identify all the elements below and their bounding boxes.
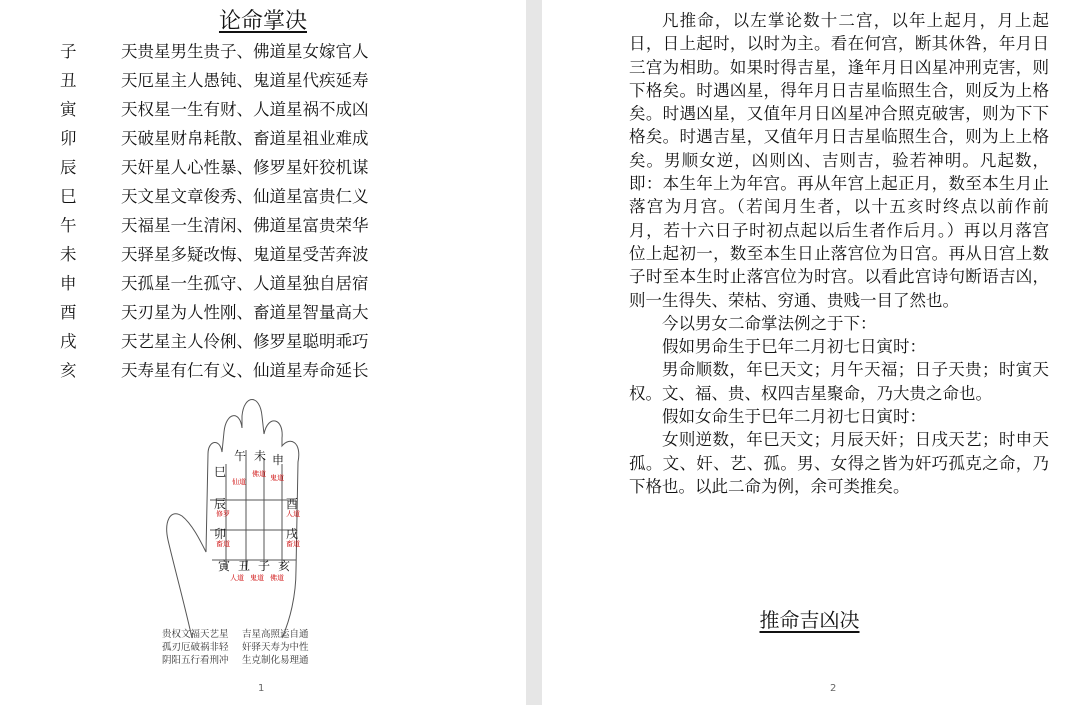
paragraph: 男命顺数，年巳天文；月午天福；日子天贵；时寅天权。文、福、贵、权四吉星聚命，乃大贵之命也。 — [629, 360, 1049, 403]
branch-label: 巳 — [60, 187, 77, 206]
star-description: 天寿星有仁有义、仙道星寿命延长 — [121, 361, 369, 380]
star-description: 天破星财帛耗散、畜道星祖业难成 — [121, 129, 369, 148]
list-item — [60, 240, 369, 269]
svg-text:畜道: 畜道 — [286, 540, 300, 548]
branch-label: 寅 — [60, 100, 77, 119]
palace-label: 丑 — [238, 559, 251, 573]
paragraph: 女则逆数，年巳天文；月辰天奸；日戌天艺；时申天孤。文、奸、艺、孤。男、女得之皆为奸巧孤克之命，乃下格也。以此二命为例，余可类推矣。 — [629, 430, 1049, 496]
svg-text:鬼道: 鬼道 — [270, 474, 284, 482]
star-description: 天贵星男生贵子、佛道星女嫁官人 — [121, 42, 369, 61]
branch-label: 申 — [60, 274, 77, 293]
svg-text:佛道: 佛道 — [252, 470, 266, 478]
page-1 — [0, 0, 526, 705]
star-description: 天刃星为人性刚、畜道星智量高大 — [121, 303, 369, 322]
star-description: 天奸星人心性暴、修罗星奸狡机谋 — [121, 158, 369, 177]
body-text — [629, 9, 1049, 498]
svg-text:人道: 人道 — [230, 574, 244, 582]
paragraph: 假如男命生于巳年二月初七日寅时： — [662, 337, 926, 357]
page-number: 2 — [830, 683, 837, 694]
branch-label: 未 — [60, 245, 77, 264]
palace-label: 巳 — [214, 465, 227, 479]
branch-label: 午 — [60, 216, 77, 235]
branch-label: 亥 — [60, 361, 77, 380]
branch-label: 卯 — [60, 129, 77, 148]
star-description: 天孤星一生孤守、人道星独自居宿 — [121, 274, 369, 293]
list-item — [60, 66, 369, 95]
paragraph: 今以男女二命掌法例之于下： — [662, 313, 877, 333]
page-2 — [542, 0, 1077, 705]
svg-text:畜道: 畜道 — [216, 540, 230, 548]
list-item — [60, 37, 369, 66]
list-item — [60, 153, 369, 182]
palace-label: 卯 — [214, 527, 227, 541]
branch-label: 丑 — [60, 71, 77, 90]
caption-left: 贵权文福天艺星 孤刃厄破祸非轻 阴阳五行看刑冲 — [162, 629, 229, 666]
list-item — [60, 211, 369, 240]
star-description: 天厄星主人愚钝、鬼道星代疾延寿 — [121, 71, 369, 90]
list-item — [60, 182, 369, 211]
list-item — [60, 298, 369, 327]
palace-label: 酉 — [286, 497, 299, 511]
star-description: 天文星文章俊秀、仙道星富贵仁义 — [121, 187, 369, 206]
palace-label: 戌 — [286, 527, 299, 541]
branch-label: 酉 — [60, 303, 77, 322]
page-number: 1 — [258, 683, 265, 694]
page-title: 论命掌决 — [218, 9, 307, 34]
star-description: 天权星一生有财、人道星祸不成凶 — [121, 100, 369, 119]
svg-text:佛道: 佛道 — [270, 574, 284, 582]
star-description: 天艺星主人伶俐、修罗星聪明乖巧 — [121, 332, 369, 351]
hand-outline — [167, 400, 299, 639]
palace-label: 未 — [254, 449, 267, 463]
svg-text:人道: 人道 — [286, 510, 300, 518]
palace-label: 申 — [272, 453, 285, 467]
star-description: 天驿星多疑改悔、鬼道星受苦奔波 — [121, 245, 369, 264]
svg-text:鬼道: 鬼道 — [250, 574, 264, 582]
branch-label: 辰 — [60, 158, 77, 177]
star-description: 天福星一生清闲、佛道星富贵荣华 — [121, 216, 369, 235]
branch-label: 戌 — [60, 332, 77, 351]
caption-right: 吉星高照运自通 奸驿天寿为中性 生克制化易理通 — [242, 629, 309, 666]
palace-label: 亥 — [278, 559, 291, 573]
svg-text:仙道: 仙道 — [232, 478, 246, 486]
page-gap — [526, 0, 542, 705]
branch-star-list — [60, 37, 369, 385]
palace-label: 午 — [234, 449, 247, 463]
palace-label: 辰 — [214, 497, 227, 511]
svg-text:修罗: 修罗 — [216, 510, 230, 518]
paragraph: 假如女命生于巳年二月初七日寅时： — [662, 407, 926, 427]
branch-label: 子 — [60, 42, 77, 61]
palace-label: 寅 — [218, 559, 231, 573]
list-item — [60, 269, 369, 298]
list-item — [60, 124, 369, 153]
list-item — [60, 95, 369, 124]
paragraph: 凡推命，以左掌论数十二宫，以年上起月，月上起日，日上起时，以时为主。看在何宫，断其休咎，年月日三宫为相助。如果时得吉星，逢年月日凶星冲刑克害，则下格矣。时遇凶星，得年月日吉星临照生合，则反为上格矣。时遇凶星，又值年月日凶星冲合照克破害，则为下下格矣。时遇吉星，又值年月日吉星临照生合，则为上上格矣。男顺女逆，凶则凶、吉则吉，验若神明。凡起数，即：本生年上为年宫。再从年宫上起正月，数至本生月止落宫为月宫。（若闰月生者，以十五亥时终点以前作前月，若十六日子时初点起以后生者作后月。）再以月落宫位上起初一，数至本生日止落宫位为日宫。再从日宫上数子时至本生时止落宫位为时宫。以看此宫诗句断语吉凶，则一生得失、荣枯、穷通、贵贱一目了然也。 — [629, 11, 1049, 310]
section-title: 推命吉凶决 — [759, 608, 860, 632]
palace-label: 子 — [258, 559, 271, 573]
palm-diagram — [156, 380, 324, 660]
list-item — [60, 327, 369, 356]
